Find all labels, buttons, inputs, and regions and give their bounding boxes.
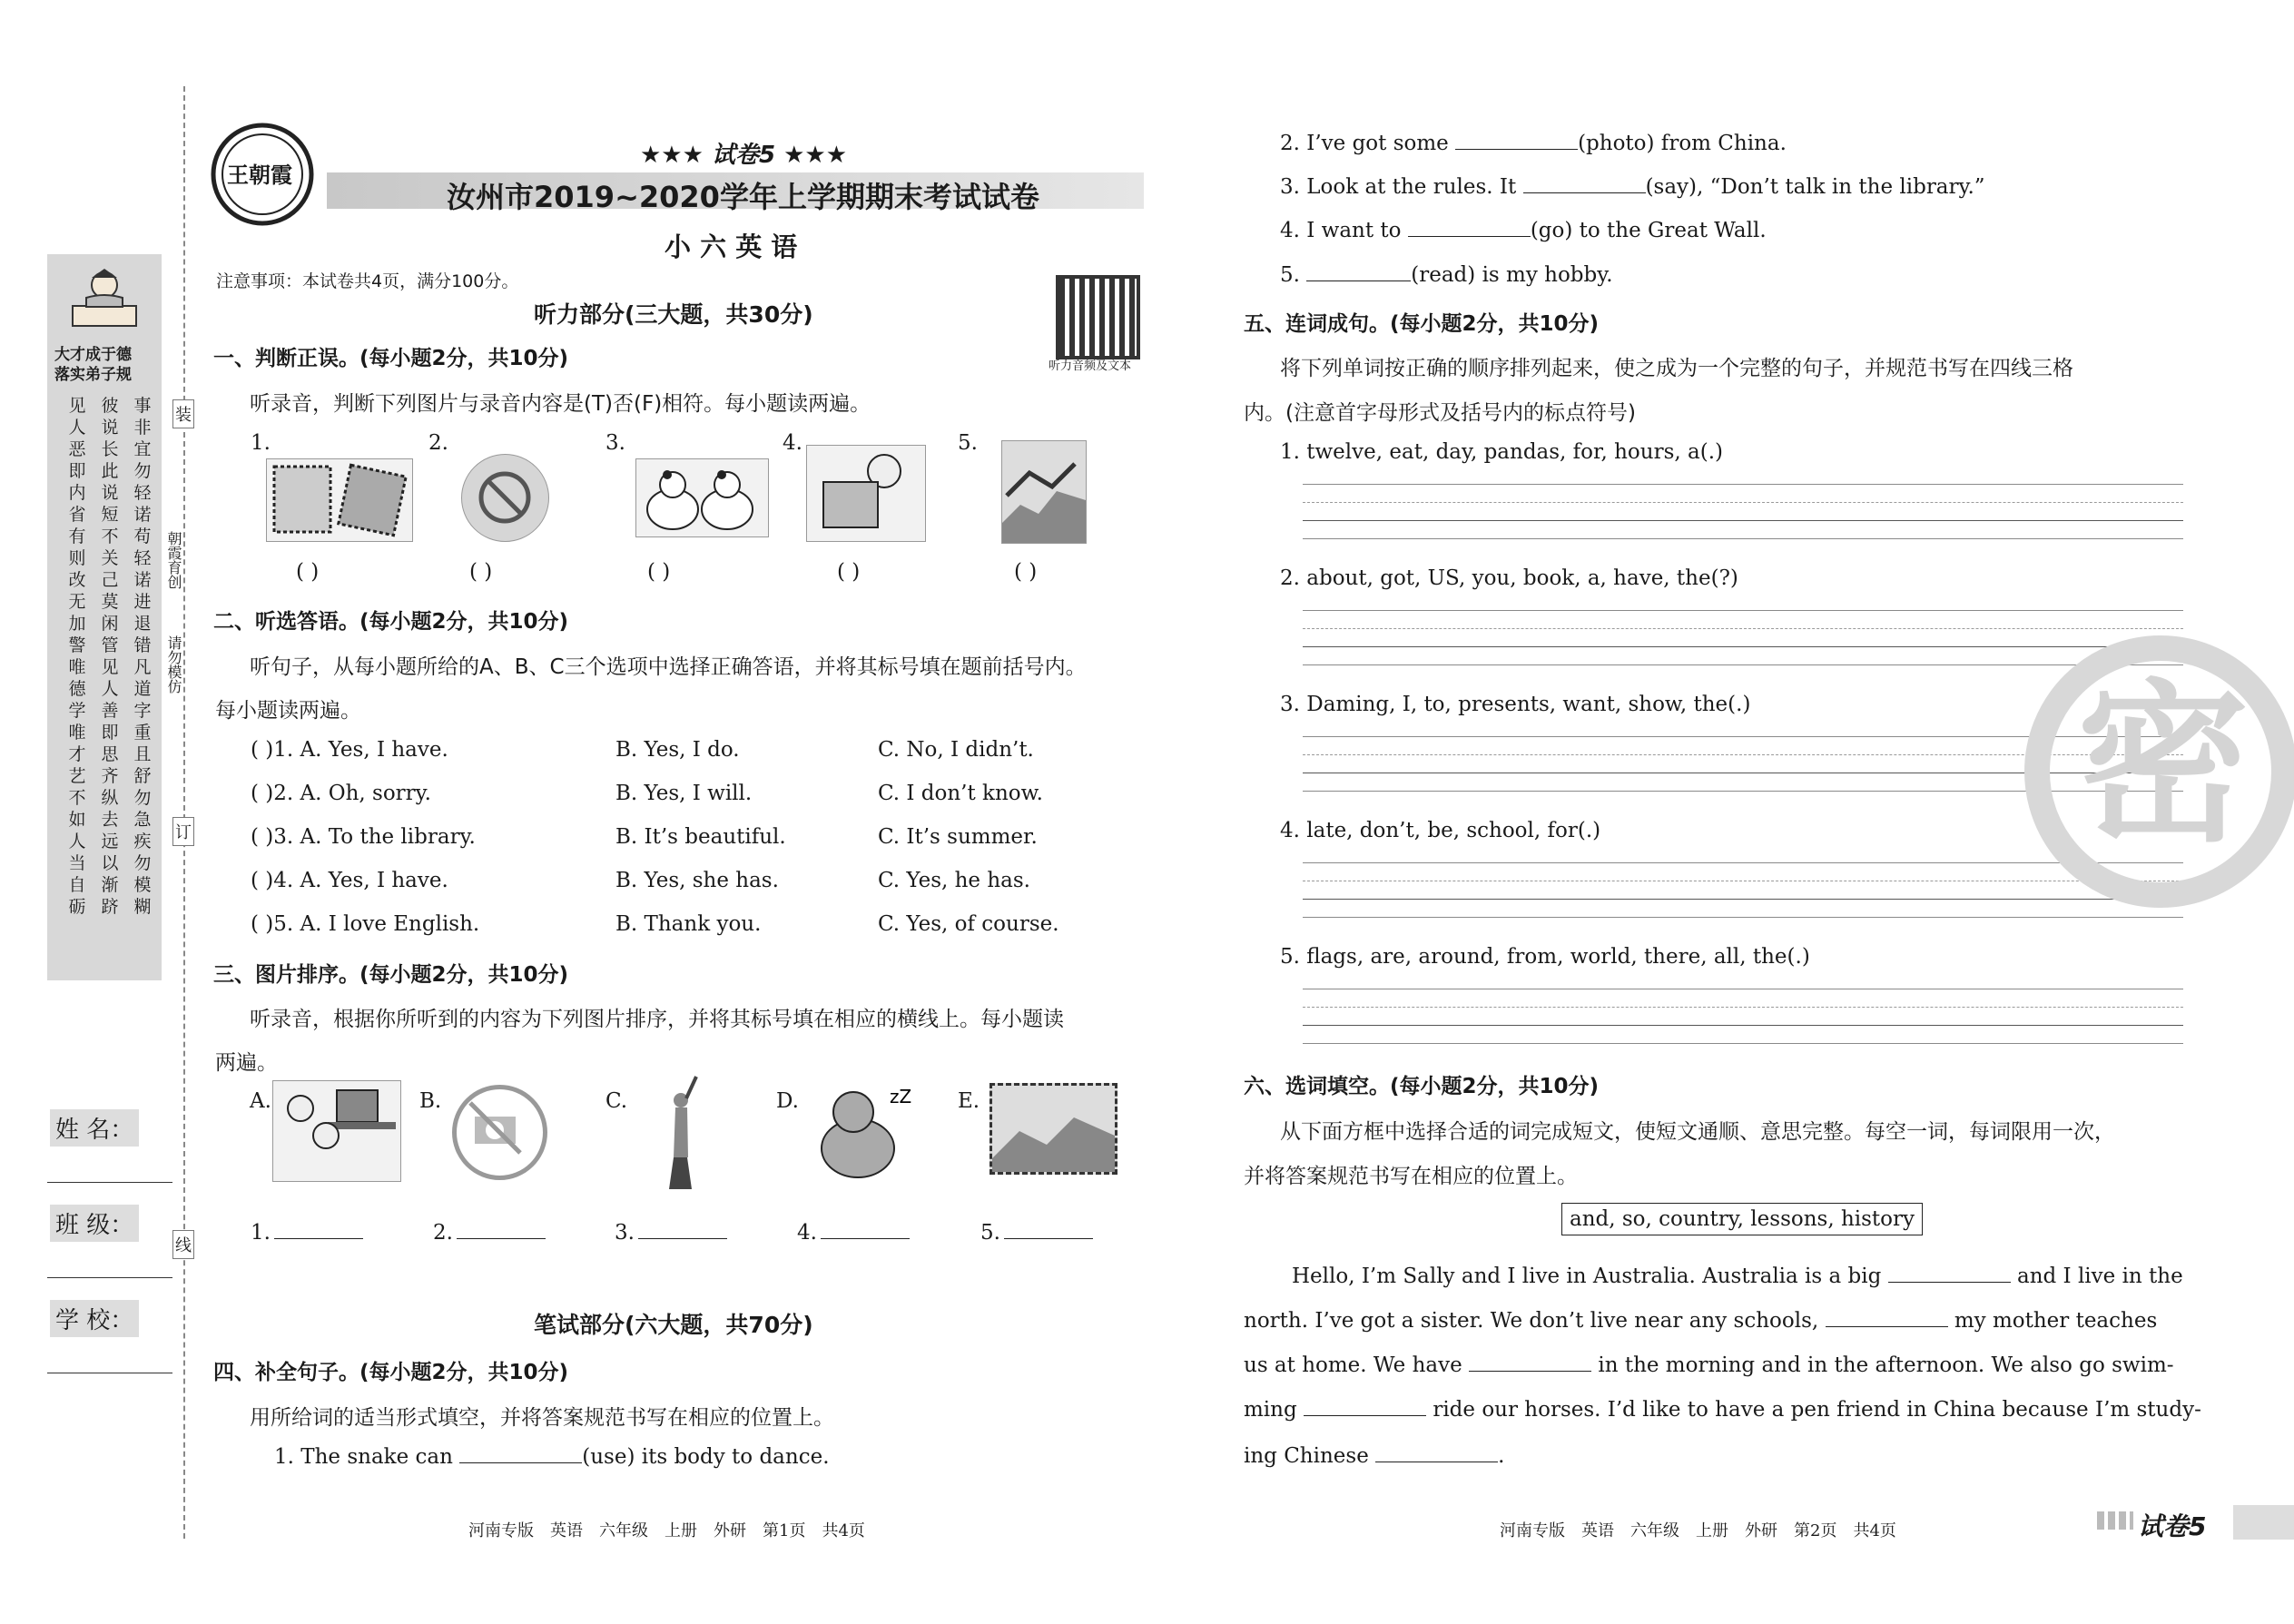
s2-q1-b: B. Yes, I do. [615, 738, 740, 762]
s4-item-3[interactable] [1280, 175, 1985, 199]
s4-item-1[interactable] [274, 1445, 830, 1469]
qr-caption: 听力音频及文本 [1049, 359, 1132, 373]
stamps-image [266, 458, 413, 542]
no-photo-sign-image [461, 454, 549, 542]
s5-item-2: 2. about, got, US, you, book, a, have, the(?) [1280, 566, 1738, 590]
motto-column-1: 见人恶即内省有则改无加警唯德学唯才艺不如人当自砺 [68, 396, 86, 917]
s2-q3-b: B. It’s beautiful. [615, 825, 786, 849]
s1-num-2: 2. [428, 431, 448, 455]
s4-item-2-post: (photo) from China. [1578, 132, 1787, 155]
fold-label-ding: 订 [172, 817, 194, 846]
class-field[interactable] [47, 1277, 172, 1278]
s4-item-4-post: (go) to the Great Wall. [1530, 219, 1767, 242]
passage-line-1[interactable] [1292, 1265, 2183, 1288]
qr-code[interactable] [1056, 275, 1140, 359]
class-label: 班 级： [50, 1205, 139, 1242]
confidential-stamp [2024, 635, 2294, 908]
section3-title: 三、图片排序。(每小题2分，共10分) [213, 963, 569, 987]
exam-notice: 注意事项：本试卷共4页，满分100分。 [216, 271, 519, 291]
logo-text: 王朝霞 [227, 162, 292, 188]
section6-instructions-1: 从下面方框中选择合适的词完成短文，使短文通顺、意思完整。每空一词，每词限用一次， [1280, 1120, 2115, 1144]
fold-label-zhuang: 装 [172, 399, 194, 428]
series-label: ★★★ 试卷5 ★★★ [640, 142, 848, 169]
s5-item-3: 3. Daming, I, to, presents, want, show, the(.) [1280, 693, 1751, 716]
motto-column-2: 彼说长此说短不关己莫闲管见人善即思齐纵去远以渐跻 [101, 396, 119, 917]
section3-instructions-2: 两遍。 [215, 1051, 278, 1075]
s3-slot-2[interactable] [433, 1221, 546, 1245]
no-camera-sign-image [452, 1085, 547, 1180]
s4-item-2-pre: 2. I’ve got some [1280, 132, 1456, 155]
s2-q3[interactable]: ( )3. A. To the library. [251, 825, 476, 849]
passage-line-3-b: in the morning and in the afternoon. We also go swim- [1591, 1353, 2174, 1377]
motto-line-2: 落实弟子规 [54, 366, 132, 384]
motto-sidebar [47, 254, 162, 980]
s1-answer-2[interactable]: ( ) [469, 560, 493, 584]
s1-answer-1[interactable]: ( ) [296, 560, 320, 584]
s2-q4-b: B. Yes, she has. [615, 869, 779, 892]
s2-q2-b: B. Yes, I will. [615, 782, 753, 805]
s1-num-3: 3. [605, 431, 625, 455]
section5-title: 五、连词成句。(每小题2分，共10分) [1244, 312, 1600, 336]
s1-num-4: 4. [783, 431, 802, 455]
s3-slot-4[interactable] [797, 1221, 910, 1245]
section2-instructions-2: 每小题读两遍。 [215, 699, 361, 723]
subject-title: 小 六 英 语 [665, 231, 798, 262]
boy-reading-image [806, 445, 926, 542]
s1-num-5: 5. [958, 431, 978, 455]
section1-title: 一、判断正误。(每小题2分，共10分) [213, 347, 569, 370]
passage-line-2-a: north. I’ve got a sister. We don’t live near any schools, [1244, 1309, 1826, 1333]
s2-q5[interactable]: ( )5. A. I love English. [251, 912, 480, 936]
s2-q5-b: B. Thank you. [615, 912, 762, 936]
stamp-character: 密 [2077, 664, 2250, 865]
footer-page-2: 河南专版 英语 六年级 上册 外研 第2页 共4页 [1500, 1521, 1896, 1540]
s4-item-5-post: (read) is my hobby. [1411, 263, 1613, 287]
s4-item-5[interactable] [1280, 263, 1613, 287]
section3-instructions-1: 听录音，根据你所听到的内容为下列图片排序，并将其标号填在相应的横线上。每小题读 [250, 1008, 1064, 1031]
s2-q4[interactable]: ( )4. A. Yes, I have. [251, 869, 448, 892]
motto-column-3: 事非宜勿轻诺苟轻诺进退错凡道字重且舒勿急疾勿模糊 [133, 396, 152, 917]
s2-q2-c: C. I don’t know. [878, 782, 1043, 805]
motto-line-1: 大才成于德 [54, 346, 132, 364]
passage-line-1-b: and I live in the [2010, 1265, 2183, 1288]
binding-dashed-line [183, 86, 185, 1539]
passage-line-5[interactable] [1244, 1444, 1504, 1468]
word-bank-box: and, so, country, lessons, history [1561, 1203, 1923, 1235]
s4-item-1-post: (use) its body to dance. [582, 1445, 830, 1469]
s2-q1-c: C. No, I didn’t. [878, 738, 1034, 762]
name-field[interactable] [47, 1182, 172, 1183]
passage-line-2-b: my mother teaches [1947, 1309, 2158, 1333]
s5-item-5: 5. flags, are, around, from, world, there, all, the(.) [1280, 945, 1810, 969]
section4-title: 四、补全句子。(每小题2分，共10分) [213, 1361, 569, 1384]
s3-slot-1[interactable] [251, 1221, 363, 1245]
s4-item-4-pre: 4. I want to [1280, 219, 1408, 242]
section5-instructions-2: 内。(注意首字母形式及括号内的标点符号) [1244, 401, 1636, 425]
s5-item-1: 1. twelve, eat, day, pandas, for, hours, a(.) [1280, 440, 1723, 464]
s3-letter-a: A. [250, 1089, 271, 1113]
corner-decor [2097, 1511, 2133, 1530]
svg-text:zZ: zZ [890, 1086, 912, 1107]
side-note-1: 朝霞育创 [165, 531, 182, 589]
s1-answer-4[interactable]: ( ) [837, 560, 861, 584]
s4-item-1-pre: 1. The snake can [274, 1445, 460, 1469]
s2-q5-c: C. Yes, of course. [878, 912, 1059, 936]
s1-answer-3[interactable]: ( ) [647, 560, 671, 584]
passage-line-3[interactable] [1244, 1353, 2174, 1377]
passage-line-4-b: ride our horses. I’d like to have a pen friend in China because I’m study- [1426, 1398, 2201, 1422]
s3-letter-c: C. [605, 1089, 628, 1113]
s3-slot-5[interactable] [980, 1221, 1093, 1245]
great-wall-image [1001, 440, 1087, 544]
s5-item-4: 4. late, don’t, be, school, for(.) [1280, 819, 1601, 842]
scholar-illustration [64, 265, 145, 338]
s4-item-3-post: (say), “Don’t talk in the library.” [1645, 175, 1985, 199]
section2-title: 二、听选答语。(每小题2分，共10分) [213, 610, 569, 634]
writing-title: 笔试部分(六大题，共70分) [534, 1312, 813, 1338]
section2-instructions-1: 听句子，从每小题所给的A、B、C三个选项中选择正确答语，并将其标号填在题前括号内。 [250, 655, 1087, 679]
s3-num-1: 1. [251, 1221, 271, 1245]
pandas-image [635, 458, 769, 537]
footer-page-1: 河南专版 英语 六年级 上册 外研 第1页 共4页 [468, 1521, 865, 1540]
corner-exam-label: 试卷5 [2138, 1511, 2207, 1541]
s1-answer-5[interactable]: ( ) [1014, 560, 1038, 584]
fold-label-xian: 线 [172, 1230, 194, 1259]
s2-q3-c: C. It’s summer. [878, 825, 1038, 849]
statue-of-liberty-image [646, 1071, 714, 1189]
passage-line-4-a: ming [1244, 1398, 1305, 1422]
side-note-2: 请勿模仿 [165, 635, 182, 694]
corner-bar [2233, 1505, 2294, 1540]
s3-letter-e: E. [958, 1089, 980, 1113]
s2-q2[interactable]: ( )2. A. Oh, sorry. [251, 782, 431, 805]
s3-num-2: 2. [433, 1221, 453, 1245]
section1-instructions: 听录音，判断下列图片与录音内容是(T)否(F)相符。每小题读两遍。 [250, 392, 871, 416]
children-at-computer-image [272, 1080, 401, 1182]
passage-line-1-a: Hello, I’m Sally and I live in Australia. Australia is a big [1292, 1265, 1888, 1288]
s3-num-3: 3. [615, 1221, 635, 1245]
s4-item-4[interactable] [1280, 219, 1767, 242]
great-wall-stamp-image [989, 1083, 1117, 1175]
section6-title: 六、选词填空。(每小题2分，共10分) [1244, 1075, 1600, 1098]
s4-item-5-pre: 5. [1280, 263, 1307, 287]
listening-title: 听力部分(三大题，共30分) [534, 301, 813, 328]
s1-num-1: 1. [251, 431, 271, 455]
section5-instructions-1: 将下列单词按正确的顺序排列起来，使之成为一个完整的句子，并规范书写在四线三格 [1280, 357, 2073, 380]
s3-slot-3[interactable] [615, 1221, 727, 1245]
s3-num-5: 5. [980, 1221, 1000, 1245]
section4-instructions: 用所给词的适当形式填空，并将答案规范书写在相应的位置上。 [250, 1406, 834, 1430]
s3-num-4: 4. [797, 1221, 817, 1245]
section6-instructions-2: 并将答案规范书写在相应的位置上。 [1244, 1165, 1578, 1188]
sleeping-bear-image [803, 1080, 926, 1185]
s4-item-2[interactable] [1280, 132, 1787, 155]
passage-line-4[interactable] [1244, 1398, 2201, 1422]
s3-letter-d: D. [776, 1089, 799, 1113]
school-label: 学 校： [50, 1300, 139, 1337]
passage-line-2[interactable] [1244, 1309, 2157, 1333]
name-label: 姓 名： [50, 1109, 139, 1147]
passage-line-5-a: ing Chinese [1244, 1444, 1376, 1468]
brand-logo [211, 123, 315, 227]
exam-title: 汝州市2019~2020学年上学期期末考试试卷 [447, 180, 1039, 214]
s2-q1[interactable]: ( )1. A. Yes, I have. [251, 738, 448, 762]
passage-line-3-a: us at home. We have [1244, 1353, 1470, 1377]
passage-line-5-b: . [1498, 1444, 1505, 1468]
s4-item-3-pre: 3. Look at the rules. It [1280, 175, 1523, 199]
s3-letter-b: B. [419, 1089, 442, 1113]
s2-q4-c: C. Yes, he has. [878, 869, 1030, 892]
